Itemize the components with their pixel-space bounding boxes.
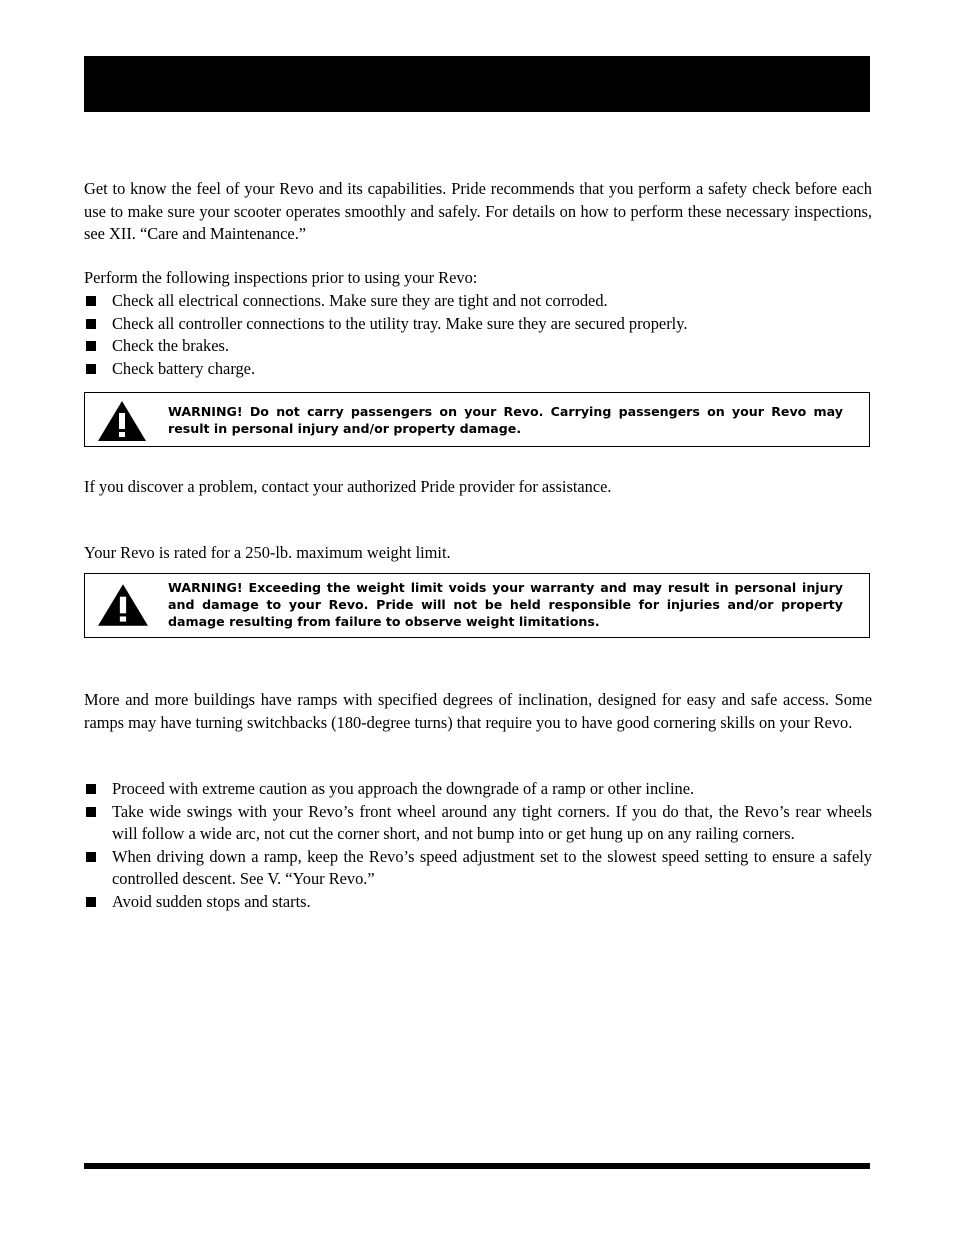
warning-triangle-icon	[97, 583, 149, 627]
square-bullet-icon	[86, 897, 96, 907]
inspections-lead: Perform the following inspections prior to using your Revo:	[84, 268, 478, 287]
warning-box-weight	[84, 573, 870, 638]
intro-paragraph: Get to know the feel of your Revo and its capabilities. Pride recommends that you perform a safety check before each use to make sure your scooter operates smoothly and safely. For details on how to perform these necessary inspections, see XII. “Care and Maintenance.”	[84, 179, 872, 243]
list-item: Avoid sudden stops and starts.	[84, 891, 872, 914]
square-bullet-icon	[86, 319, 96, 329]
list-item: Check all controller connections to the utility tray. Make sure they are secured properly.	[84, 313, 872, 336]
list-item: Proceed with extreme caution as you approach the downgrade of a ramp or other incline.	[84, 778, 872, 801]
square-bullet-icon	[86, 852, 96, 862]
ramps-list	[84, 778, 872, 913]
warning-text: WARNING! Do not carry passengers on your Revo. Carrying passengers on your Revo may result in personal injury and/or property damage.	[168, 404, 843, 436]
square-bullet-icon	[86, 296, 96, 306]
warning-text: WARNING! Exceeding the weight limit voids your warranty and may result in personal injury and damage to your Revo. Pride will not be held responsible for injuries and/or property damage resulting from failure to observe weight limitations.	[168, 580, 843, 629]
square-bullet-icon	[86, 341, 96, 351]
inspections-list	[84, 290, 872, 380]
list-item: Take wide swings with your Revo’s front wheel around any tight corners. If you do that, the Revo’s rear wheels will follow a wide arc, not cut the corner short, and not bump into or get hung up on any railing corners.	[84, 801, 872, 846]
problem-paragraph: If you discover a problem, contact your authorized Pride provider for assistance.	[84, 477, 612, 496]
list-item: Check battery charge.	[84, 358, 872, 381]
footer-rule	[84, 1163, 870, 1169]
warning-triangle-icon	[97, 400, 147, 442]
section-header-bar	[84, 56, 870, 112]
square-bullet-icon	[86, 364, 96, 374]
weight-limit-paragraph: Your Revo is rated for a 250-lb. maximum weight limit.	[84, 543, 451, 562]
list-item: Check the brakes.	[84, 335, 872, 358]
square-bullet-icon	[86, 807, 96, 817]
warning-box-passengers	[84, 392, 870, 447]
list-item: When driving down a ramp, keep the Revo’s speed adjustment set to the slowest speed setting to ensure a safely controlled descent. See V. “Your Revo.”	[84, 846, 872, 891]
square-bullet-icon	[86, 784, 96, 794]
ramps-paragraph: More and more buildings have ramps with specified degrees of inclination, designed for easy and safe access. Some ramps may have turning switchbacks (180-degree turns) that require you to have good cornering skills on your Revo.	[84, 690, 872, 732]
list-item: Check all electrical connections. Make sure they are tight and not corroded.	[84, 290, 872, 313]
